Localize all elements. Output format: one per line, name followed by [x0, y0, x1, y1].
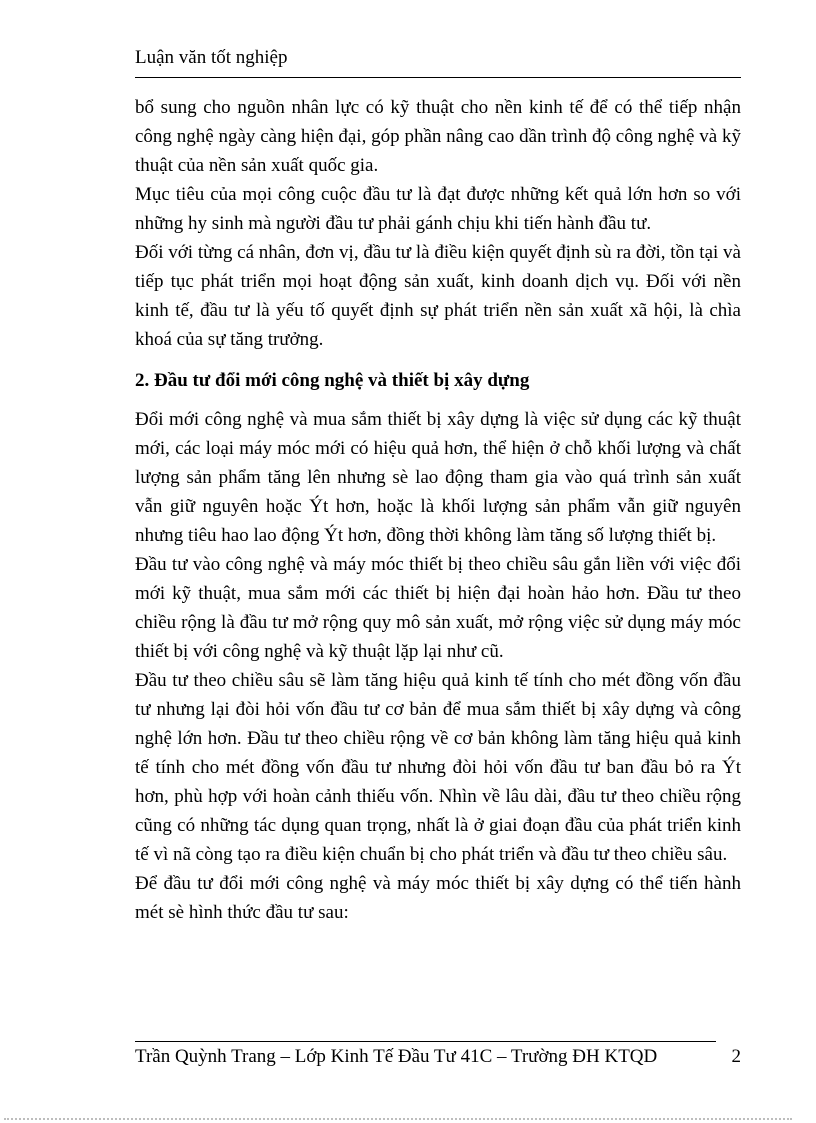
- body-paragraph: Đối với từng cá nhân, đơn vị, đầu tư là điều kiện quyết định sù ra đời, tồn tại và tiếp tục phát triển mọi hoạt động sản xuất, kinh doanh dịch vụ. Đối với nền kinh tế, đầu tư là yếu tố quyết định sự phát triển nền sản xuất xã hội, là chìa khoá của sự tăng trưởng.: [135, 242, 741, 350]
- section-heading: 2. Đầu tư đổi mới công nghệ và thiết bị xây dựng: [135, 370, 530, 391]
- body-paragraph: Đầu tư theo chiều sâu sẽ làm tăng hiệu quả kinh tế tính cho mét đồng vốn đầu tư nhưng lại đòi hỏi vốn đầu tư cơ bản để mua sắm thiết bị xây dựng và công nghệ lớn hơn. Đầu tư theo chiều rộng về cơ bản không làm tăng hiệu quả kinh tế tính cho mét đồng vốn đầu tư nhưng đòi hỏi vốn đầu tư ban đầu bỏ ra Ýt hơn, phù hợp với hoàn cảnh thiếu vốn. Nhìn về lâu dài, đầu tư theo chiều rộng cũng có những tác dụng quan trọng, nhất là ở giai đoạn đầu của phát triển kinh tế vì nã còng tạo ra điều kiện chuẩn bị cho phát triển và đầu tư theo chiều sâu.: [135, 670, 741, 865]
- document-body: [135, 93, 741, 927]
- page-number: 2: [731, 1046, 741, 1067]
- footer-row: [135, 1045, 741, 1069]
- body-paragraph: bổ sung cho nguồn nhân lực có kỹ thuật cho nền kinh tế để có thể tiếp nhận công nghệ ngày càng hiện đại, góp phần nâng cao dần trình độ công nghệ và kỹ thuật của nền sản xuất quốc gia.: [135, 97, 741, 176]
- body-paragraph: Đầu tư vào công nghệ và máy móc thiết bị theo chiều sâu gắn liền với việc đổi mới kỹ thuật, mua sắm mới các thiết bị hiện đại hoàn hảo hơn. Đầu tư theo chiều rộng là đầu tư mở rộng quy mô sản xuất, mở rộng việc sử dụng máy móc thiết bị với công nghệ và kỹ thuật lặp lại như cũ.: [135, 554, 741, 662]
- page-break-dotted-line: [4, 1118, 792, 1120]
- page-footer: [135, 1041, 741, 1069]
- footer-author-line: Trần Quỳnh Trang – Lớp Kinh Tế Đầu Tư 41C – Trường ĐH KTQD: [135, 1046, 658, 1067]
- page-header: [135, 46, 741, 78]
- body-paragraph: Đổi mới công nghệ và mua sắm thiết bị xây dựng là việc sử dụng các kỹ thuật mới, các loại máy móc mới có hiệu quả hơn, thể hiện ở chỗ khối lượng và chất lượng sản phẩm tăng lên nhưng sè lao động tham gia vào quá trình sản xuất vẫn giữ nguyên hoặc Ýt hơn, hoặc là khối lượng sản phẩm vẫn giữ nguyên nhưng tiêu hao lao động Ýt hơn, đồng thời không làm tăng số lượng thiết bị.: [135, 409, 741, 546]
- body-paragraph: Mục tiêu của mọi công cuộc đầu tư là đạt được những kết quả lớn hơn so với những hy sinh mà người đầu tư phải gánh chịu khi tiến hành đầu tư.: [135, 184, 741, 234]
- footer-rule: [135, 1041, 716, 1042]
- page-content: [135, 46, 741, 927]
- header-rule: [135, 77, 741, 78]
- body-paragraph: Để đầu tư đổi mới công nghệ và máy móc thiết bị xây dựng có thể tiến hành mét sè hình thức đầu tư sau:: [135, 873, 741, 923]
- header-title: Luận văn tốt nghiệp: [135, 47, 288, 68]
